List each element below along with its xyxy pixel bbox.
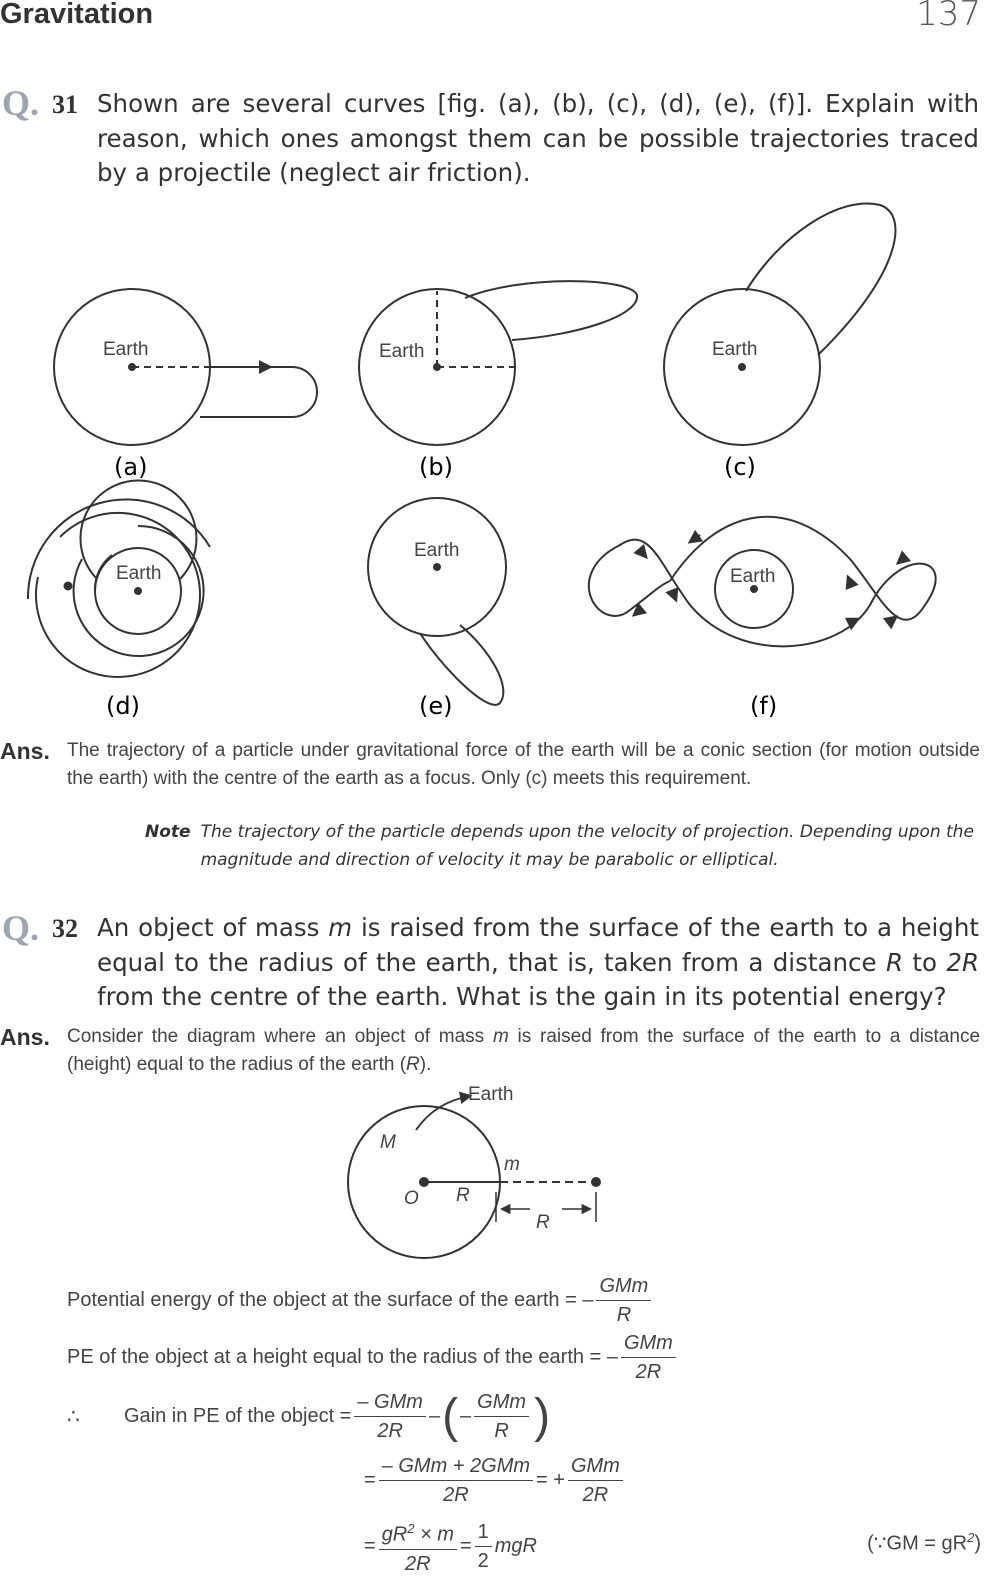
eq5-tail: mgR [494, 1534, 537, 1557]
eq3-fraction-2 [474, 1388, 529, 1445]
eq4-num2: GMm [568, 1452, 623, 1481]
eq3-num2: GMm [474, 1388, 529, 1417]
q32-part-1: An object of mass [97, 913, 320, 942]
answer-label-32: Ans. [0, 1024, 50, 1050]
eq5-reason [867, 1530, 981, 1556]
earth-label-c: Earth [712, 339, 758, 360]
equation-4 [364, 1452, 626, 1509]
eq5-reason-a: (∵GM = gR [867, 1532, 968, 1555]
eq5-num-b: × m [414, 1523, 454, 1546]
equation-1 [67, 1272, 654, 1329]
eq2-fraction [621, 1329, 676, 1386]
ans32-part-2: is raised from the surface of the earth to a distance (height) equal to the radius of the earth ( [67, 1026, 981, 1075]
eq5-den2: 2 [477, 1549, 489, 1572]
chapter-title: Gravitation [0, 0, 154, 30]
eq4-fraction-1 [379, 1452, 533, 1509]
eq5-mid: = [459, 1534, 472, 1557]
eq2-num: GMm [621, 1329, 676, 1358]
figure-c [664, 203, 895, 445]
eq5-equals: = [364, 1534, 376, 1557]
eq5-fraction-2 [475, 1518, 492, 1575]
ans32-part-1: Consider the diagram where an object of mass [67, 1026, 485, 1047]
eq5-reason-sup: 2 [967, 1530, 975, 1545]
earth-height-diagram [330, 1078, 660, 1263]
q32-radius-2R: 2R [946, 947, 979, 977]
equation-3: ∴ Gain in PE of the object = $\frac{\text{– GMm}}{2R}$ – ( – $\frac{\text{GMm}}{R}$ ) [67, 1390, 551, 1443]
eq3-text: Gain in PE of the object = [124, 1405, 352, 1427]
question-mark-31: Q. [2, 83, 40, 123]
eq5-fraction-1 [379, 1515, 457, 1578]
figure-b [359, 281, 637, 445]
answer-label-31: Ans. [0, 738, 50, 764]
eq4-den1: 2R [443, 1484, 469, 1506]
therefore-symbol: ∴ [67, 1406, 80, 1428]
figure-a [54, 289, 317, 445]
eq4-num1: – GMm + 2GMm [379, 1452, 533, 1481]
eq2-text: PE of the object at a height equal to the radius of the earth = – [67, 1346, 618, 1368]
page-number: 137 [916, 0, 981, 34]
earth-label-f: Earth [730, 566, 776, 587]
diagram-m-label: m [504, 1154, 520, 1175]
eq4-fraction-2 [568, 1452, 623, 1509]
earth-label-a: Earth [103, 339, 149, 360]
center-point [420, 1178, 428, 1186]
eq1-fraction [596, 1272, 651, 1329]
earth-label-b: Earth [379, 341, 425, 362]
eq3-fraction-1 [354, 1388, 426, 1445]
diagram-R2-label: R [536, 1212, 550, 1233]
q32-radius-R: R [885, 947, 903, 977]
question-number-32: 32 [52, 914, 78, 943]
eq4-equals: = [364, 1469, 376, 1491]
ans32-radius-R: R [406, 1053, 420, 1075]
question-mark-32: Q. [2, 908, 40, 948]
eq5-num-sup: 2 [407, 1521, 415, 1536]
diagram-M-label: M [380, 1132, 396, 1153]
question-31-text: Shown are several curves [fig. (a), (b), (c), (d), (e), (f)]. Explain with reason, which ones amongst them can be possible trajectories traced by a projectile (neglect air friction). [97, 89, 979, 187]
note-text: The trajectory of the particle depends upon the velocity of projection. Depending upon the magnitude and direction of velocity it may be parabolic or elliptical. [200, 822, 974, 870]
earth-label-d: Earth [116, 563, 162, 584]
earth-label-e: Earth [414, 540, 460, 561]
answer-32-intro [67, 1023, 980, 1078]
eq2-den: 2R [635, 1361, 662, 1383]
answer-31-text: The trajectory of a particle under gravitational force of the earth will be a conic section (for motion outside the earth) with the centre of the earth as a focus. Only (c) meets this requirement. [67, 740, 980, 789]
eq4-den2: 2R [582, 1484, 609, 1506]
ans32-part-3: ). [419, 1053, 432, 1075]
eq5-den1: 2R [405, 1552, 431, 1575]
question-32-text [97, 911, 979, 1015]
eq1-text: Potential energy of the object at the surface of the earth = – [67, 1289, 594, 1311]
subfig-label-a: (a) [114, 453, 148, 481]
eq3-den1: 2R [377, 1420, 403, 1442]
eq1-den: R [616, 1304, 632, 1326]
eq5-num2: 1 [475, 1518, 492, 1547]
eq1-num: GMm [596, 1272, 651, 1301]
ans32-mass-m: m [492, 1026, 509, 1047]
note-31 [145, 818, 980, 874]
eq3-minus: – [428, 1405, 441, 1427]
q32-mass-m: m [328, 913, 353, 942]
question-number-31: 31 [52, 90, 78, 119]
eq3-inner-minus: – [460, 1405, 472, 1427]
trajectory-figures [0, 195, 999, 725]
q32-part-2: is raised from the surface of the earth to a height equal to the radius of the earth, that is, taken from a distance [97, 913, 979, 977]
equation-2 [67, 1329, 679, 1386]
eq3-den2: R [494, 1420, 509, 1442]
note-label: Note [145, 822, 191, 842]
diagram-O-label: O [404, 1188, 419, 1209]
subfig-label-b: (b) [419, 453, 453, 481]
diagram-R1-label: R [456, 1185, 470, 1206]
diagram-earth-label: Earth [468, 1084, 514, 1105]
subfig-label-e: (e) [419, 692, 453, 720]
q32-part-3: to [912, 947, 937, 977]
eq5-num-a: gR [381, 1523, 408, 1546]
subfig-label-c: (c) [724, 453, 756, 481]
q32-part-4: from the centre of the earth. What is the gain in its potential energy? [97, 982, 947, 1011]
figure-e [368, 498, 506, 705]
subfig-label-f: (f) [750, 692, 778, 720]
eq3-num1: – GMm [354, 1388, 426, 1417]
equation-5 [364, 1515, 537, 1578]
object-point [592, 1178, 600, 1186]
eq4-mid: = + [536, 1469, 565, 1491]
subfig-label-d: (d) [106, 692, 140, 720]
eq5-reason-b: ) [974, 1532, 981, 1555]
